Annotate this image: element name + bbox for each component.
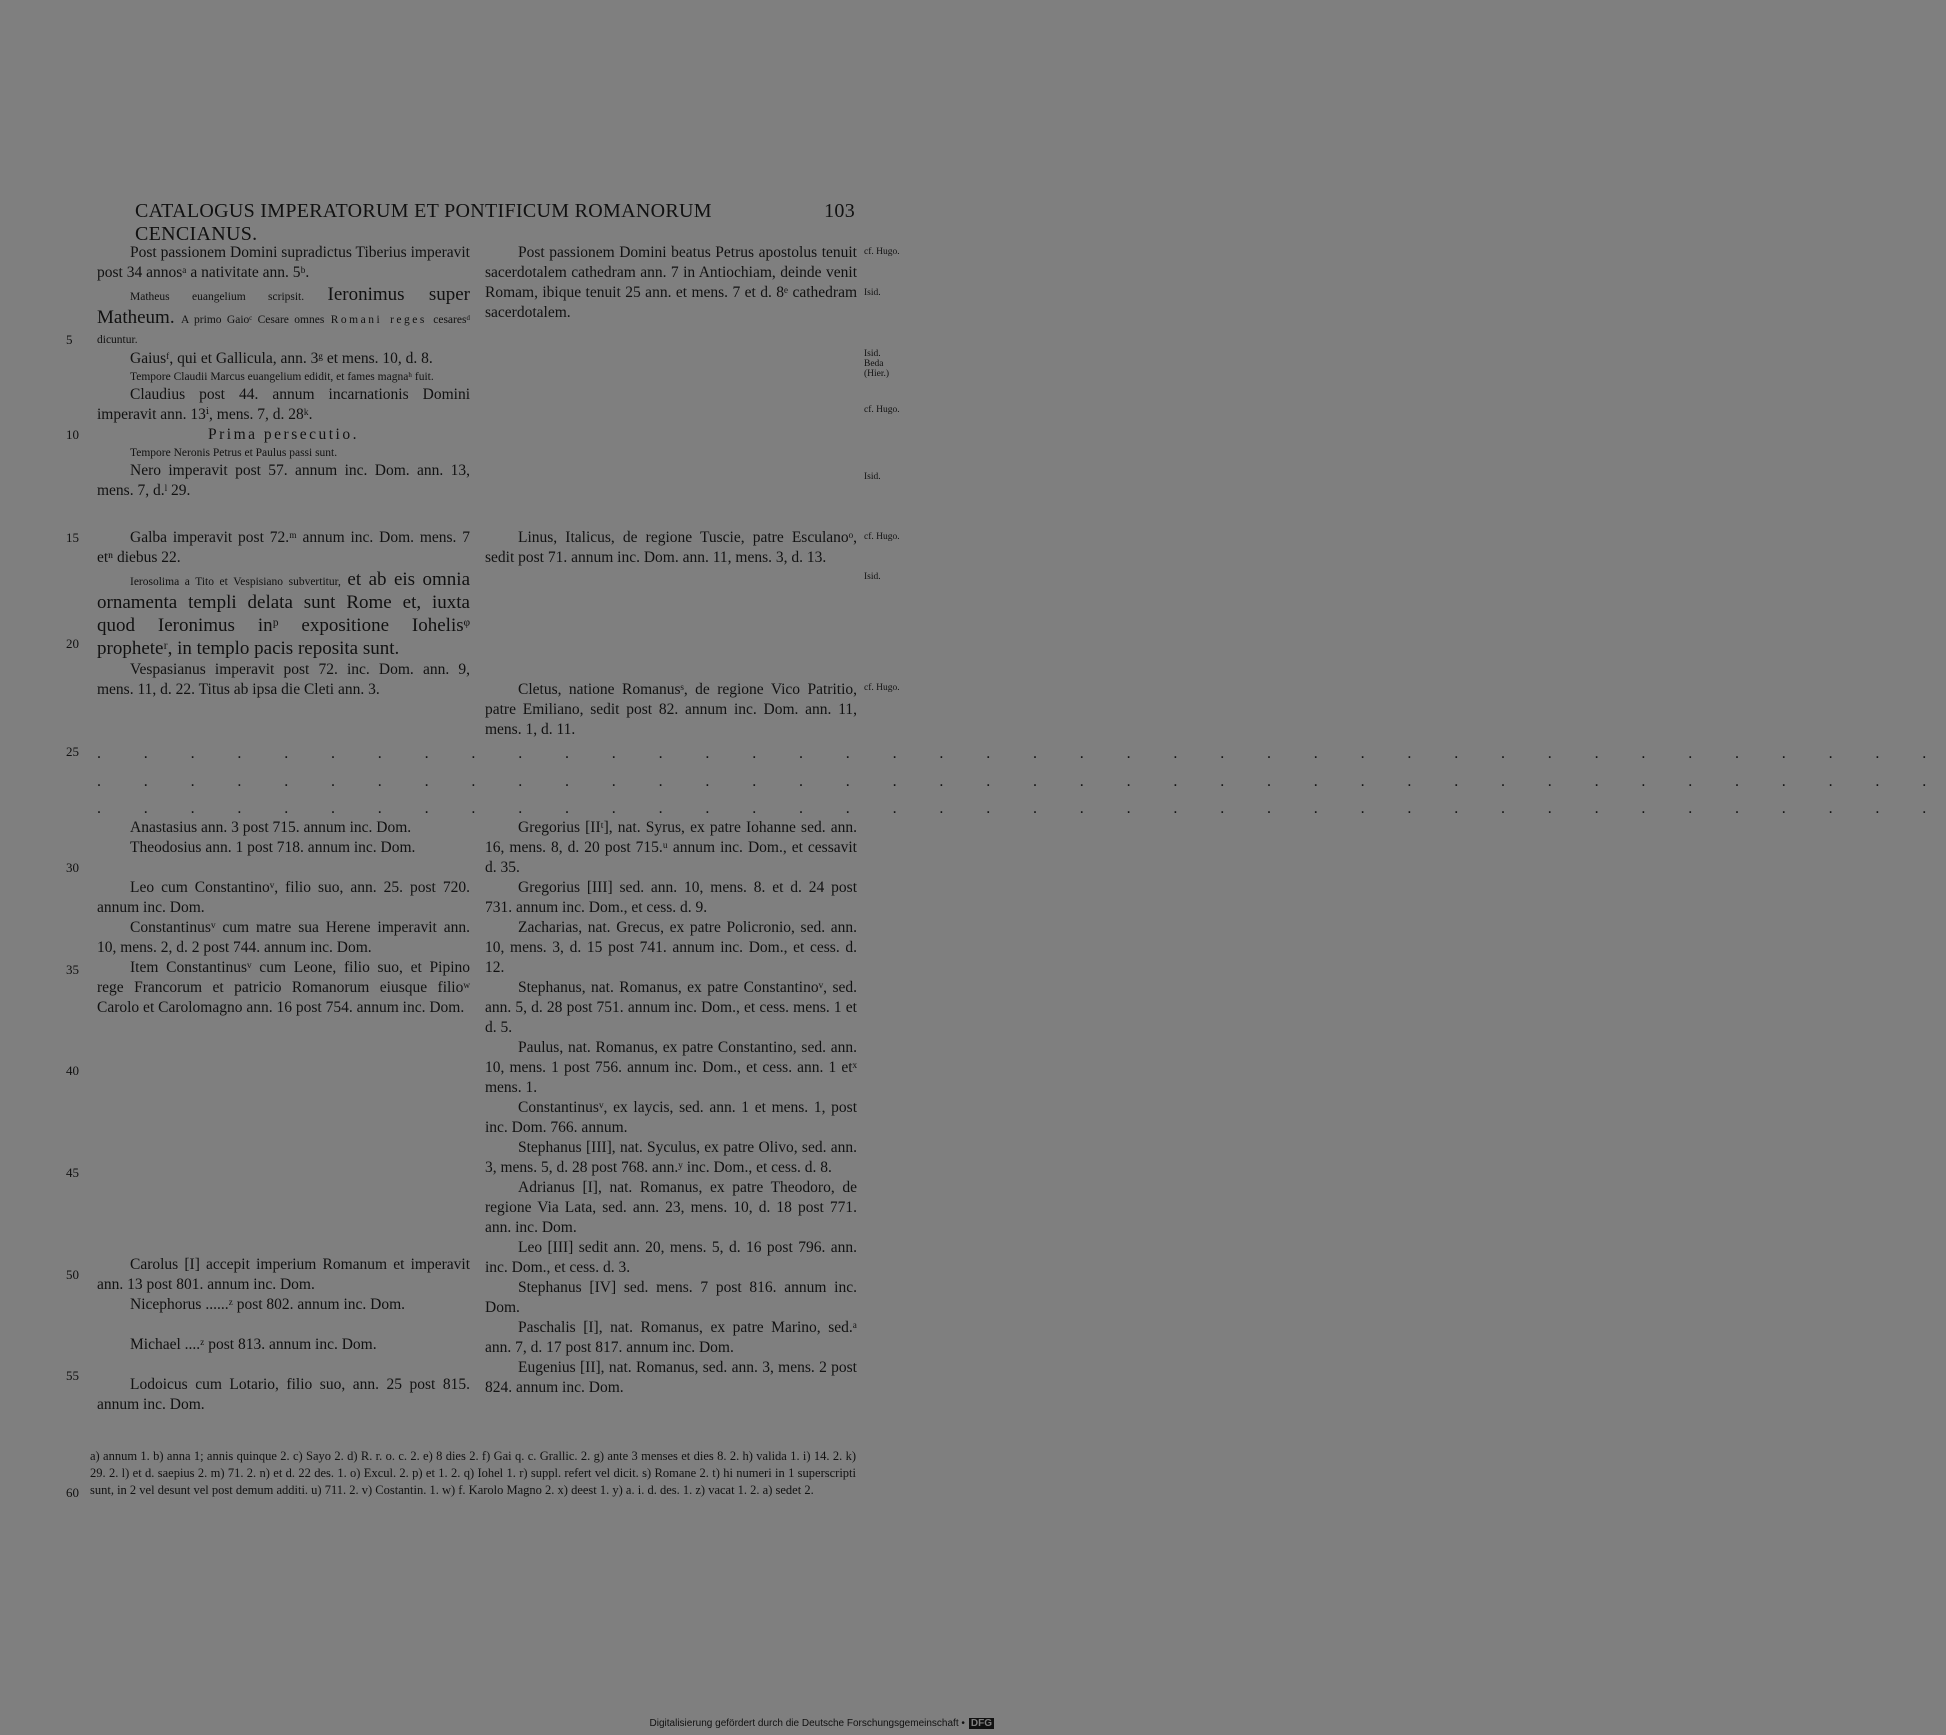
text-paragraph xyxy=(97,283,470,349)
omission-dots: . . . . . . . . . . . . . . . . . . . . . . . . . . . . . . . . . . . . . . . . xyxy=(97,800,1946,817)
left-column-lower xyxy=(97,818,470,1018)
text-paragraph: Claudius post 44. annum incarnationis Domini imperavit ann. 13ⁱ, mens. 7, d. 28ᵏ. xyxy=(97,386,470,423)
left-column-carolus xyxy=(97,1255,470,1415)
line-number: 50 xyxy=(66,1267,79,1282)
right-column-upper xyxy=(485,243,857,323)
right-column-cletus xyxy=(485,680,857,740)
text-paragraph: Lodoicus cum Lotario, filio suo, ann. 25 post 815. annum inc. Dom. xyxy=(97,1376,470,1413)
text-paragraph: Theodosius ann. 1 post 718. annum inc. Dom. xyxy=(130,839,416,856)
text-paragraph: Nero imperavit post 57. annum inc. Dom. ann. 13, mens. 7, d.ˡ 29. xyxy=(97,462,470,499)
line-number: 15 xyxy=(66,530,79,545)
omission-dots: . . . . . . . . . . . . . . . . . . . . . . . . . . . . . . . . . . . . . . . . xyxy=(97,745,1946,762)
page-number: 103 xyxy=(824,200,855,222)
page-title: CATALOGUS IMPERATORUM ET PONTIFICUM ROMANORUM CENCIANUS. xyxy=(135,200,712,245)
text-paragraph: Constantinusᵛ cum matre sua Herene imperavit ann. 10, mens. 2, d. 2 post 744. annum inc. Dom. xyxy=(97,919,470,956)
text-paragraph: Tempore Neronis Petrus et Paulus passi sunt. xyxy=(130,447,338,459)
text-paragraph xyxy=(97,568,470,660)
text-paragraph: Zacharias, nat. Grecus, ex patre Policronio, sed. ann. 10, mens. 3, d. 15 post 741. annum inc. Dom., et cess. d. 12. xyxy=(485,919,857,976)
text-paragraph: Cletus, natione Romanusˢ, de regione Vico Patritio, patre Emiliano, sedit post 82. annum inc. Dom. ann. 11, mens. 1, d. 11. xyxy=(485,681,857,738)
margin-note: Isid. xyxy=(864,572,881,582)
margin-note: Isid. Beda (Hier.) xyxy=(864,349,890,379)
right-column-linus xyxy=(485,528,857,568)
large-text: et ab eis omnia ornamenta templi delata sunt Rome et, iuxta quod Ieronimus inᵖ expositione Iohelisᵠ propheteʳ, in templo pacis reposita sunt. xyxy=(97,569,470,659)
text-paragraph: Michael ....ᶻ post 813. annum inc. Dom. xyxy=(130,1336,377,1353)
text-paragraph: Post passionem Domini beatus Petrus apostolus tenuit sacerdotalem cathedram ann. 7 in Antiochiam, deinde venit Romam, ibique tenuit 25 ann. et mens. 7 et d. 8ᵉ cathedram sacerdotalem. xyxy=(485,244,857,321)
margin-note: cf. Hugo. xyxy=(864,247,900,257)
margin-note: cf. Hugo. xyxy=(864,532,900,542)
line-number: 35 xyxy=(66,962,79,977)
margin-note: cf. Hugo. xyxy=(864,683,900,693)
text-paragraph: Gregorius [IIᵗ], nat. Syrus, ex patre Iohanne sed. ann. 16, mens. 8, d. 20 post 715.ᵘ annum inc. Dom., et cessavit d. 35. xyxy=(485,819,857,876)
text-paragraph: Tempore Claudii Marcus euangelium edidit, et fames magnaʰ fuit. xyxy=(130,371,434,383)
text-paragraph: Post passionem Domini supradictus Tiberius imperavit post 34 annosᵃ a nativitate ann. 5ᵇ. xyxy=(97,244,470,281)
line-number: 45 xyxy=(66,1165,79,1180)
text-paragraph: Stephanus, nat. Romanus, ex patre Constantinoᵛ, sed. ann. 5, d. 28 post 751. annum inc. Dom., et cess. mens. 1 et d. 5. xyxy=(485,979,857,1036)
line-number: 5 xyxy=(66,332,73,347)
small-text: cesaresᵈ dicuntur. xyxy=(97,314,471,346)
line-number: 20 xyxy=(66,636,79,651)
digitization-credit xyxy=(650,1718,994,1729)
text-paragraph: Vespasianus imperavit post 72. inc. Dom. ann. 9, mens. 11, d. 22. Titus ab ipsa die Cleti ann. 3. xyxy=(97,661,470,698)
text-paragraph: Linus, Italicus, de regione Tuscie, patre Esculanoᵒ, sedit post 71. annum inc. Dom. ann. 11, mens. 3, d. 13. xyxy=(485,529,857,566)
margin-note: Isid. xyxy=(864,472,881,482)
page-header xyxy=(135,200,855,246)
line-number: 55 xyxy=(66,1368,79,1383)
text-paragraph: Paulus, nat. Romanus, ex patre Constantino, sed. ann. 10, mens. 1 post 756. annum inc. Dom., et cess. ann. 1 etˣ mens. 1. xyxy=(485,1039,857,1096)
section-heading: Prima persecutio. xyxy=(208,426,359,443)
text-paragraph: Gregorius [III] sed. ann. 10, mens. 8. et d. 24 post 731. annum inc. Dom., et cess. d. 9. xyxy=(485,879,857,916)
text-paragraph: Leo cum Constantinoᵛ, filio suo, ann. 25. post 720. annum inc. Dom. xyxy=(97,879,470,916)
text-paragraph: Constantinusᵛ, ex laycis, sed. ann. 1 et mens. 1, post inc. Dom. 766. annum. xyxy=(485,1099,857,1136)
text-paragraph: Stephanus [III], nat. Syculus, ex patre Olivo, sed. ann. 3, mens. 5, d. 28 post 768. ann.ʸ inc. Dom., et cess. d. 8. xyxy=(485,1139,857,1176)
footnotes: a) annum 1. b) anna 1; annis quinque 2. c) Sayo 2. d) R. r. o. c. 2. e) 8 dies 2. f) Gai q. c. Grallic. 2. g) ante 3 menses et dies 8. 2. h) valida 1. i) 14. 2. k) 29. 2. l) et d. saepius 2. m) 71. 2. n) et d. 22 des. 1. o) Excul. 2. p) et 1. 2. q) Iohel 1. r) suppl. refert vel dicit. s) Romane 2. t) hi numeri in 1 superscripti sunt, in 2 vel desunt vel post demum additi. u) 711. 2. v) Costantin. 1. w) f. Karolo Magno 2. x) deest 1. y) a. i. d. des. 1. z) vacat 1. 2. a) sedet 2. xyxy=(90,1449,856,1497)
left-column-upper xyxy=(97,243,470,501)
margin-note: Isid. xyxy=(864,288,881,298)
text-paragraph: Gaiusᶠ, qui et Gallicula, ann. 3ᵍ et mens. 10, d. 8. xyxy=(130,350,433,367)
text-paragraph: Anastasius ann. 3 post 715. annum inc. Dom. xyxy=(130,819,412,836)
text-paragraph: Nicephorus ......ᶻ post 802. annum inc. Dom. xyxy=(130,1296,406,1313)
large-text: Ieronimus super Matheum. xyxy=(97,284,470,328)
dfg-logo: DFG xyxy=(970,1718,992,1729)
left-column-upper-2 xyxy=(97,528,470,700)
line-number: 10 xyxy=(66,427,79,442)
omission-dots: . . . . . . . . . . . . . . . . . . . . . . . . . . . . . . . . . . . . . . . . xyxy=(97,773,1946,790)
text-paragraph: Paschalis [I], nat. Romanus, ex patre Marino, sed.ᵃ ann. 7, d. 17 post 817. annum inc. Dom. xyxy=(485,1319,857,1356)
small-text: A primo Gaioᶜ Cesare omnes xyxy=(180,314,325,326)
text-paragraph: Eugenius [II], nat. Romanus, sed. ann. 3, mens. 2 post 824. annum inc. Dom. xyxy=(485,1359,857,1396)
right-column-lower xyxy=(485,818,857,1398)
small-text: Ierosolima a Tito et Vespisiano subvertitur, xyxy=(130,576,341,588)
text-paragraph: Adrianus [I], nat. Romanus, ex patre Theodoro, de regione Via Lata, sed. ann. 23, mens. 10, d. 18 post 771. ann. inc. Dom. xyxy=(485,1179,857,1236)
line-number: 60 xyxy=(66,1485,79,1500)
credit-text: Digitalisierung gefördert durch die Deutsche Forschungsgemeinschaft • xyxy=(649,1718,965,1729)
small-text: Matheus euangelium scripsit. xyxy=(130,291,305,303)
text-paragraph: Item Constantinusᵛ cum Leone, filio suo, et Pipino rege Francorum et patricio Romanorum eiusque filioʷ Carolo et Carolomagno ann. 16 post 754. annum inc. Dom. xyxy=(97,959,470,1016)
line-number: 25 xyxy=(66,744,79,759)
line-number: 30 xyxy=(66,860,79,875)
text-paragraph: Carolus [I] accepit imperium Romanum et imperavit ann. 13 post 801. annum inc. Dom. xyxy=(97,1256,470,1293)
line-number: 40 xyxy=(66,1063,79,1078)
text-paragraph: Stephanus [IV] sed. mens. 7 post 816. annum inc. Dom. xyxy=(485,1279,857,1316)
margin-note: cf. Hugo. xyxy=(864,405,900,415)
text-paragraph: Leo [III] sedit ann. 20, mens. 5, d. 16 post 796. ann. inc. Dom., et cess. d. 3. xyxy=(485,1239,857,1276)
spaced-text: Romani reges xyxy=(330,314,427,326)
text-paragraph: Galba imperavit post 72.ᵐ annum inc. Dom. mens. 7 etⁿ diebus 22. xyxy=(97,529,470,566)
